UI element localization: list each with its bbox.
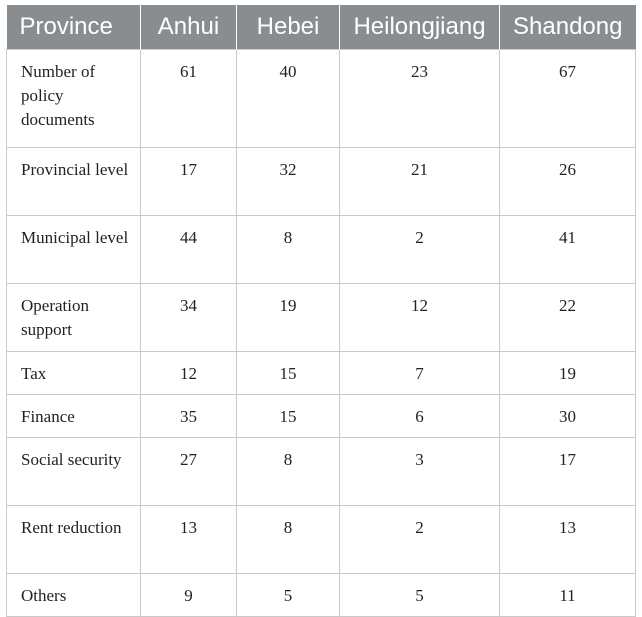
cell-value: 8 [237,506,340,574]
row-label: Tax [7,352,141,395]
row-label: Rent reduction [7,506,141,574]
row-label: Finance [7,395,141,438]
cell-value: 13 [500,506,636,574]
header-anhui: Anhui [141,5,237,50]
cell-value: 34 [141,284,237,352]
cell-value: 67 [500,50,636,148]
policy-documents-table [6,5,636,617]
cell-value: 12 [141,352,237,395]
row-label: Provincial level [7,148,141,216]
row-label: Others [7,574,141,617]
cell-value: 2 [340,506,500,574]
table-row [7,574,636,617]
cell-value: 11 [500,574,636,617]
cell-value: 27 [141,438,237,506]
cell-value: 41 [500,216,636,284]
table-row [7,148,636,216]
cell-value: 26 [500,148,636,216]
cell-value: 5 [237,574,340,617]
cell-value: 23 [340,50,500,148]
row-label: Operation support [7,284,141,352]
table-row [7,438,636,506]
cell-value: 19 [237,284,340,352]
header-row [7,5,636,50]
row-label: Municipal level [7,216,141,284]
cell-value: 61 [141,50,237,148]
cell-value: 44 [141,216,237,284]
cell-value: 12 [340,284,500,352]
table-row [7,395,636,438]
header-hebei: Hebei [237,5,340,50]
cell-value: 22 [500,284,636,352]
cell-value: 35 [141,395,237,438]
cell-value: 40 [237,50,340,148]
header-province: Province [7,5,141,50]
cell-value: 13 [141,506,237,574]
cell-value: 6 [340,395,500,438]
cell-value: 8 [237,216,340,284]
table-row [7,50,636,148]
cell-value: 5 [340,574,500,617]
cell-value: 3 [340,438,500,506]
cell-value: 21 [340,148,500,216]
cell-value: 2 [340,216,500,284]
cell-value: 9 [141,574,237,617]
cell-value: 8 [237,438,340,506]
cell-value: 15 [237,352,340,395]
table-row [7,506,636,574]
cell-value: 19 [500,352,636,395]
table-row [7,216,636,284]
cell-value: 15 [237,395,340,438]
cell-value: 17 [500,438,636,506]
row-label: Number of policy documents [7,50,141,148]
cell-value: 7 [340,352,500,395]
table-row [7,352,636,395]
row-label: Social security [7,438,141,506]
cell-value: 32 [237,148,340,216]
header-heilongjiang: Heilongjiang [340,5,500,50]
cell-value: 30 [500,395,636,438]
header-shandong: Shandong [500,5,636,50]
cell-value: 17 [141,148,237,216]
table-row [7,284,636,352]
